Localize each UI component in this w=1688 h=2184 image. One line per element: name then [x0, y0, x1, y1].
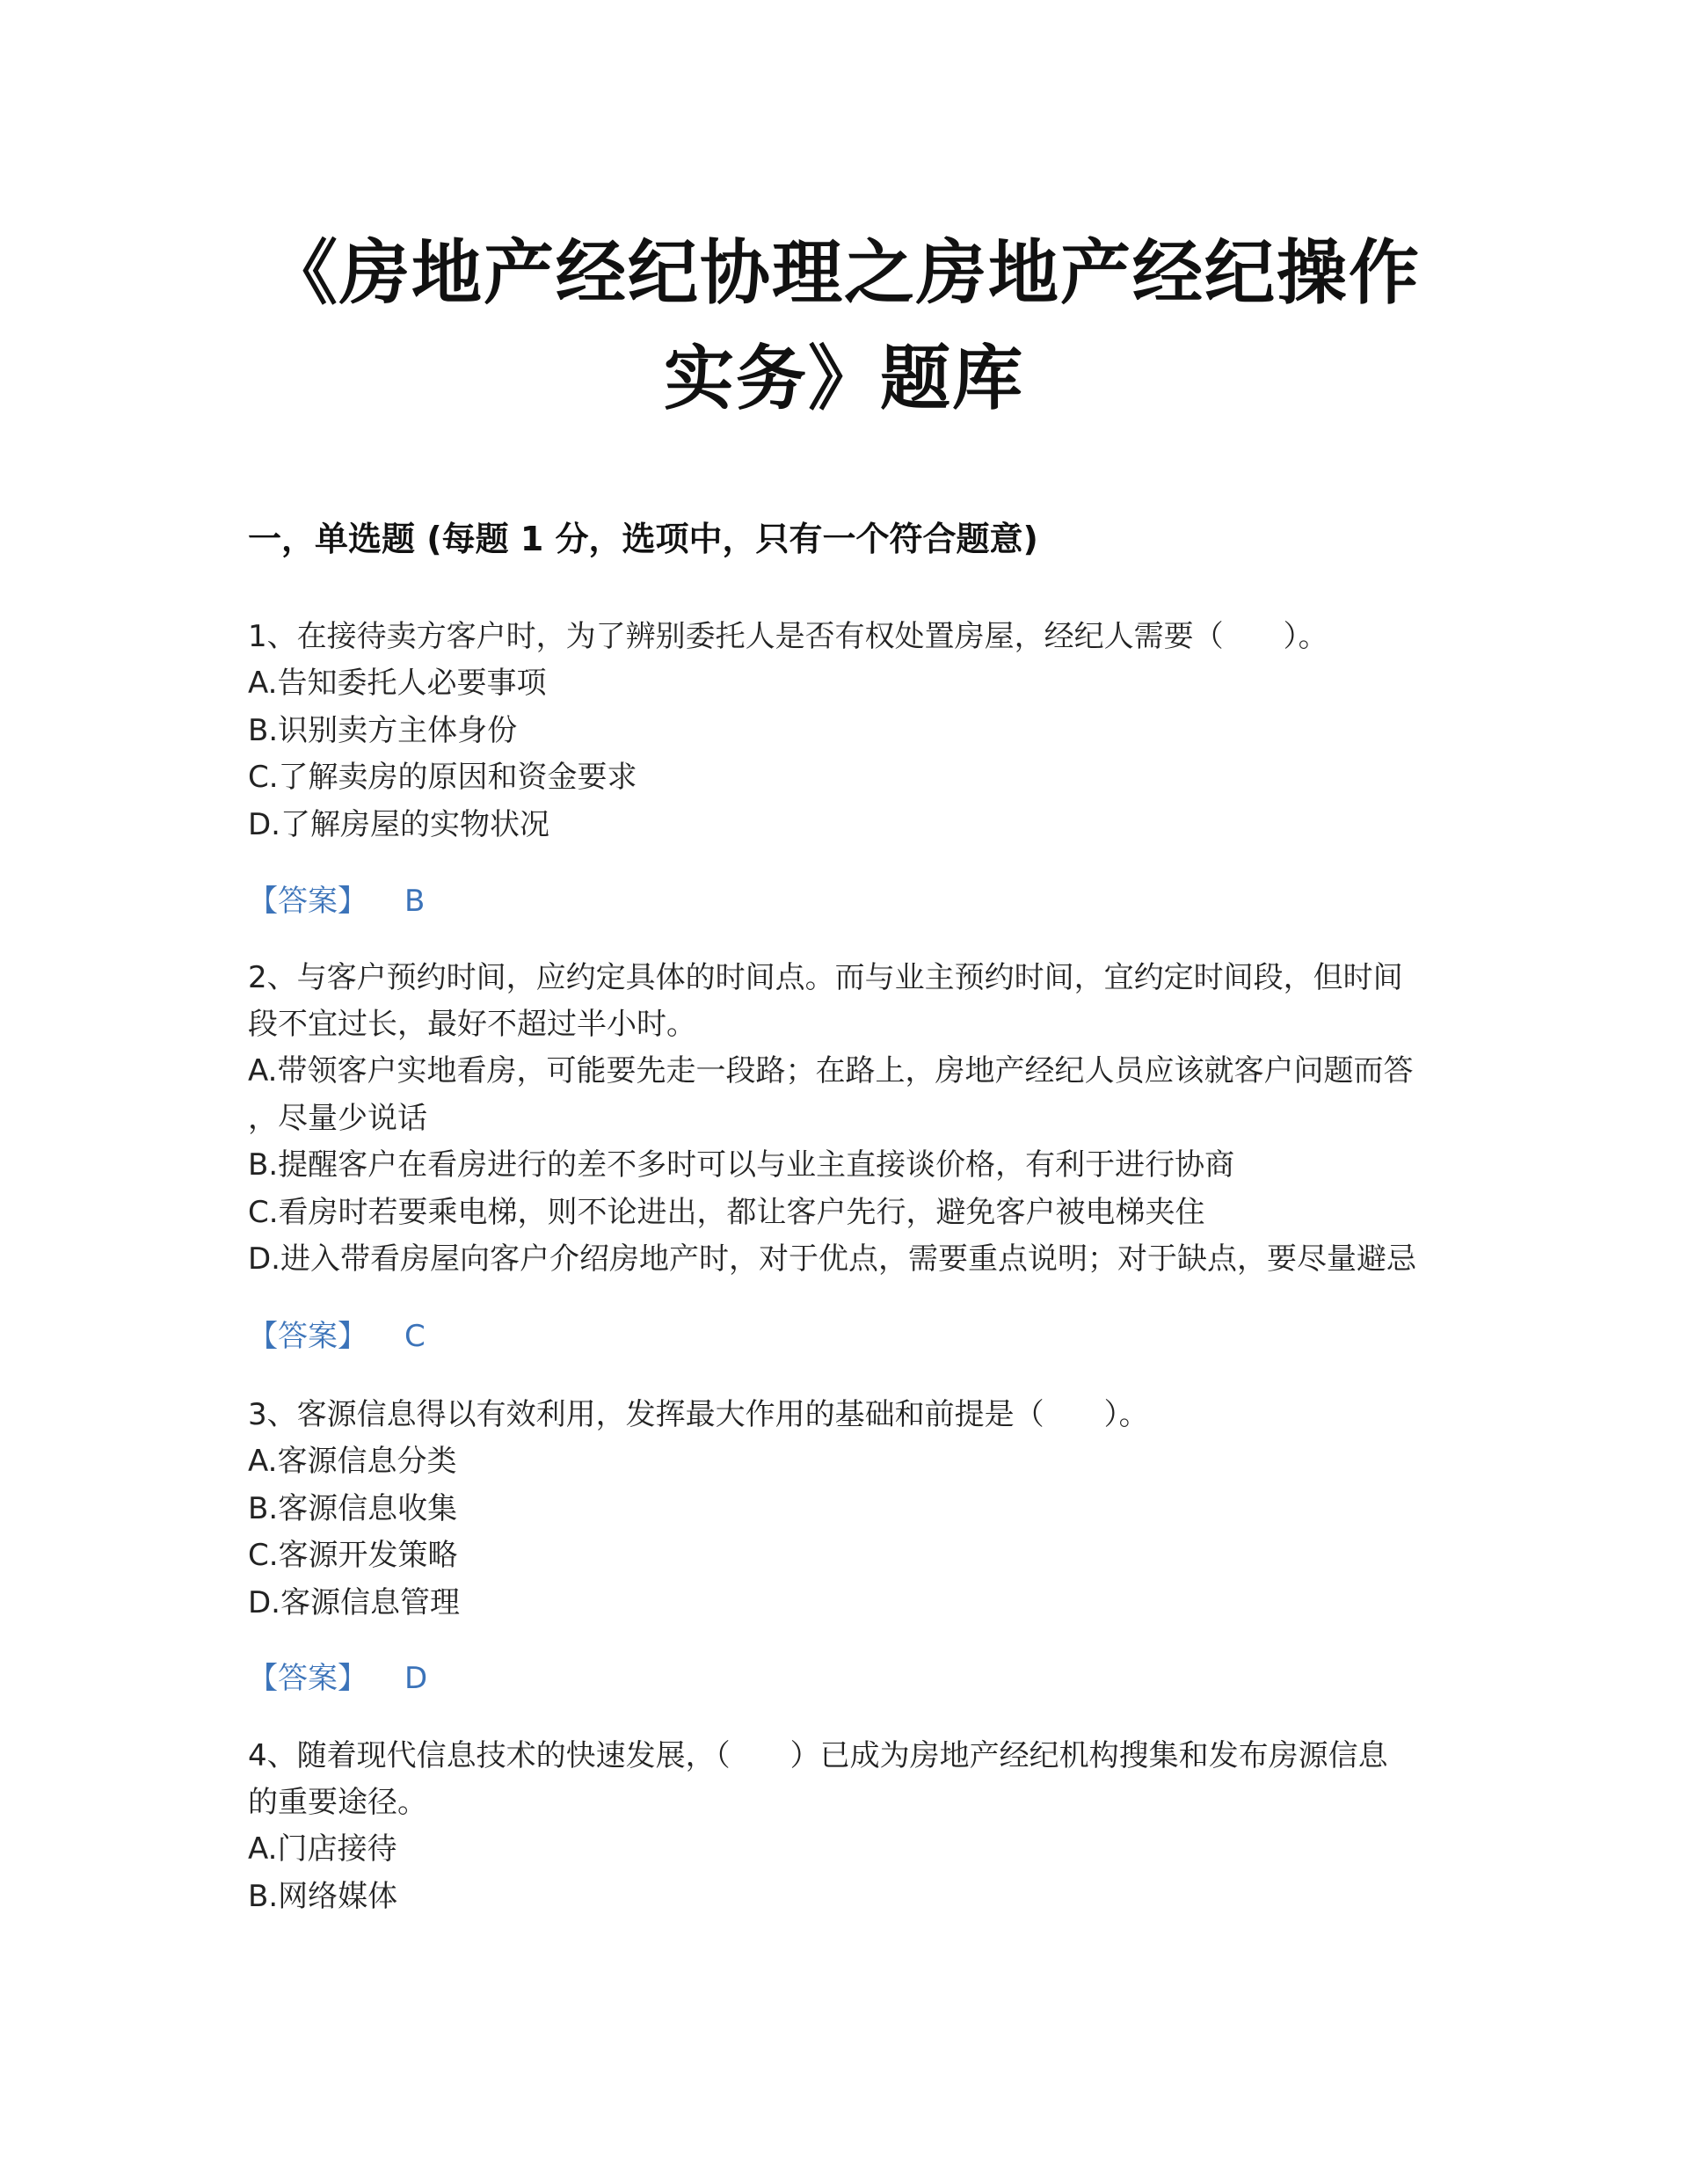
option-d: D.客源信息管理 [248, 1584, 460, 1620]
answer-label: 【答案】 [248, 884, 367, 919]
option-a: A.告知委托人必要事项 [248, 666, 547, 701]
question-3 [248, 1392, 1426, 1627]
option-b: B.网络媒体 [248, 1878, 398, 1914]
option-b: B.识别卖方主体身份 [248, 712, 518, 748]
section-heading: 一，单选题 (每题 1 分，选项中，只有一个符合题意) [248, 520, 1038, 558]
option-b: B.提醒客户在看房进行的差不多时可以与业主直接谈价格，有利于进行协商 [248, 1147, 1235, 1183]
option-a: A.门店接待 [248, 1831, 397, 1867]
answer-label: 【答案】 [248, 1661, 367, 1696]
answer-value: D [404, 1661, 428, 1696]
answer-2 [248, 1314, 426, 1358]
option-a: A.客源信息分类 [248, 1444, 457, 1479]
question-stem-line-1: 4、随着现代信息技术的快速发展，（ ）已成为房地产经纪机构搜集和发布房源信息 [248, 1738, 1388, 1773]
answer-value: B [404, 884, 426, 919]
answer-label: 【答案】 [248, 1319, 367, 1354]
title-line-1: 《房地产经纪协理之房地产经纪操作 [267, 231, 1421, 314]
document-title [264, 220, 1424, 431]
option-a-continued: ，尽量少说话 [248, 1100, 427, 1136]
question-stem-line-2: 段不宜过长，最好不超过半小时。 [248, 1007, 696, 1042]
option-a: A.带领客户实地看房，可能要先走一段路；在路上，房地产经纪人员应该就客户问题而答 [248, 1053, 1414, 1088]
answer-3 [248, 1656, 427, 1700]
option-d: D.进入带看房屋向客户介绍房地产时，对于优点，需要重点说明；对于缺点，要尽量避忌 [248, 1241, 1416, 1277]
question-2 [248, 955, 1426, 1284]
question-stem-line-2: 的重要途径。 [248, 1785, 427, 1820]
option-c: C.看房时若要乘电梯，则不论进出，都让客户先行，避免客户被电梯夹住 [248, 1194, 1205, 1230]
question-4 [248, 1733, 1426, 1920]
answer-1 [248, 879, 425, 923]
question-stem: 3、客源信息得以有效利用，发挥最大作用的基础和前提是（ ）。 [248, 1397, 1149, 1432]
question-stem: 1、在接待卖方客户时，为了辨别委托人是否有权处置房屋，经纪人需要（ ）。 [248, 619, 1328, 654]
option-d: D.了解房屋的实物状况 [248, 806, 549, 842]
question-1 [248, 614, 1426, 848]
question-stem-line-1: 2、与客户预约时间，应约定具体的时间点。而与业主预约时间，宜约定时间段，但时间 [248, 960, 1403, 995]
title-line-2: 实务》题库 [664, 337, 1024, 419]
option-b: B.客源信息收集 [248, 1490, 458, 1526]
answer-value: C [404, 1319, 426, 1354]
option-c: C.客源开发策略 [248, 1538, 458, 1573]
option-c: C.了解卖房的原因和资金要求 [248, 760, 637, 795]
